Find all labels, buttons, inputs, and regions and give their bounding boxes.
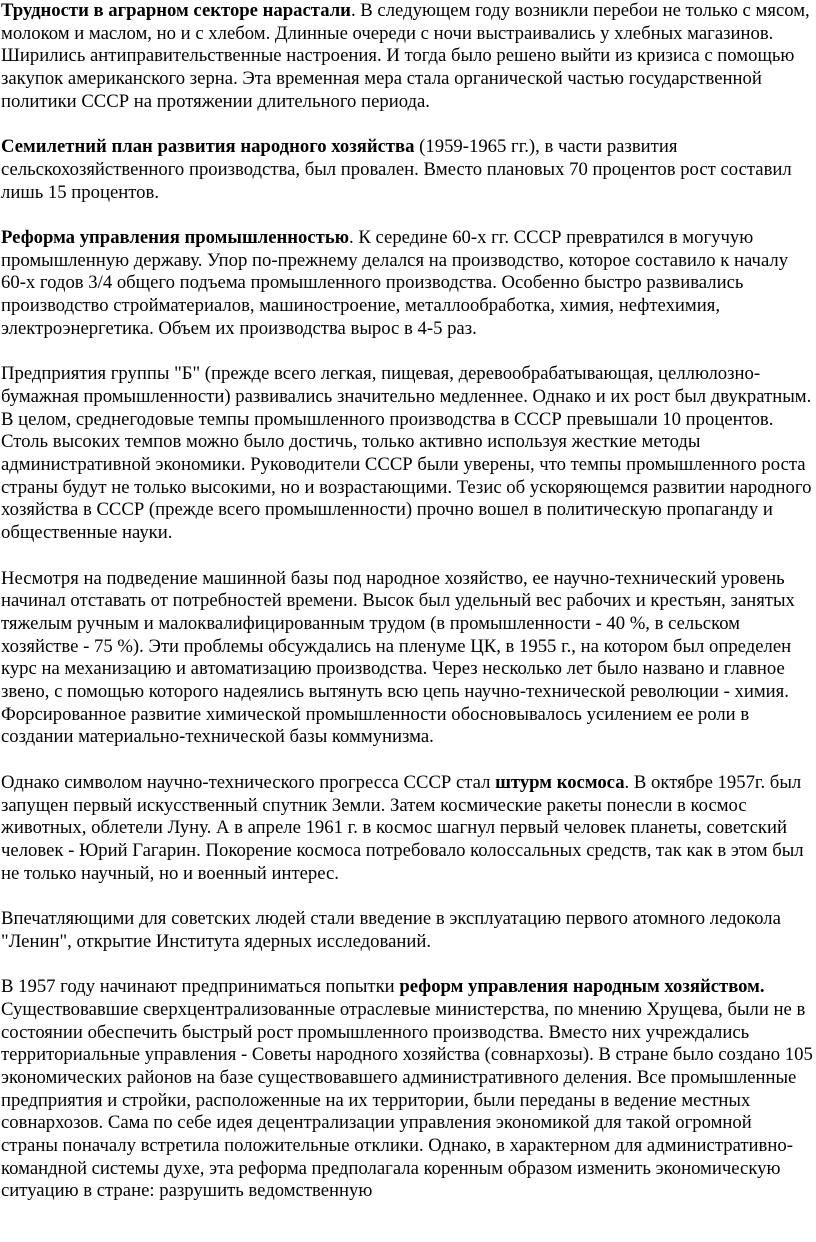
bold-term-economic-reforms: реформ управления народным хозяйством. (399, 976, 765, 998)
paragraph-group-b (1, 363, 813, 545)
paragraph-text: . В октябре 1957г. был запущен первый искусственный спутник Земли. Затем космические ракеты понесли в космос животных, облетели Луну. А в апреле 1961 г. в космос шагнул первый человек планеты, советский человек - Юрий Гагарин. Покорение космоса потребовало колоссальных средств, так как в этом был не только научный, но и военный интерес. (1, 771, 804, 884)
paragraph-icebreaker (1, 908, 813, 953)
paragraph-text: . В следующем году возникли перебои не только с мясом, молоком и маслом, но и с хлебом. Длинные очереди с ночи выстраивались у хлебных магазинов. Ширились антиправительственные настроения. И тогда было решено выйти из кризиса с помощью закупок американского зерна. Эта временная мера стала органической частью государственной политики СССР на протяжении длительного периода. (1, 0, 810, 112)
paragraph-text: Существовавшие сверхцентрализованные отраслевые министерства, по мнению Хрущева, были не в состоянии обеспечить быстрый рост промышленного производства. Вместо них учреждались территориальные управления - Советы народного хозяйства (совнархозы). В стране было создано 105 экономических районов на базе существовавшего административного деления. Все промышленные предприятия и стройки, расположенные на их территории, были переданы в ведение местных совнархозов. Сама по себе идея децентрализации управления экономикой для такой огромной страны поначалу встретила положительные отклики. Однако, в характерном для административно- командной системы духе, эта реформа предполагала коренным образом изменить экономическую ситуацию в стране: разрушить ведомственную (1, 998, 813, 1202)
bold-heading-seven-year-plan: Семилетний план развития народного хозяйства (1, 136, 415, 158)
paragraph-text: Предприятия группы "Б" (прежде всего легкая, пищевая, деревообрабатывающая, целлюлозно-бумажная промышленности) развивались значительно медленнее. Однако и их рост был двукратным. В целом, среднегодовые темпы промышленного производства в СССР превышали 10 процентов. Столь высоких темпов можно было достичь, только активно используя жесткие методы административной экономики. Руководители СССР были уверены, что темпы промышленного роста страны будут не только высокими, но и возрастающими. Тезис об ускоряющемся развитии народного хозяйства в СССР (прежде всего промышленности) прочно вошел в политическую пропаганду и общественные науки. (1, 363, 812, 544)
paragraph-agrarian-difficulties (1, 0, 813, 114)
paragraph-text: Впечатляющими для советских людей стали введение в эксплуатацию первого атомного ледокола "Ленин", открытие Института ядерных исследований. (1, 908, 781, 952)
paragraph-text: (1959-1965 гг.), в части развития сельскохозяйственного производства, был провален. Вместо плановых 70 процентов рост составил лишь 15 процентов. (1, 136, 792, 203)
paragraph-text: Несмотря на подведение машинной базы под народное хозяйство, ее научно-технический уровень начинал отставать от потребностей времени. Высок был удельный вес рабочих и крестьян, занятых тяжелым ручным и малоквалифицированным трудом (в промышленности - 40 %, в сельском хозяйстве - 75 %). Эти проблемы обсуждались на пленуме ЦК, в 1955 г., на котором был определен курс на механизацию и автоматизацию производства. Через несколько лет было названо и главное звено, с помощью которого надеялись вытянуть всю цепь научно-технической революции - химия. Форсированное развитие химической промышленности обосновывалось усилением ее роли в создании материально-технической базы коммунизма. (1, 567, 795, 748)
paragraph-seven-year-plan (1, 136, 813, 204)
bold-heading-industry-reform: Реформа управления промышленностью (1, 227, 350, 248)
paragraph-text: . К середине 60-х гг. СССР превратился в могучую промышленную державу. Упор по-прежнему делался на производство, которое составило к началу 60-х годов 3/4 общего подъема промышленного производства. Особенно быстро развивались производство стройматериалов, машиностроение, металлообработка, химия, нефтехимия, электроэнергетика. Объем их производства вырос в 4-5 раз. (1, 227, 789, 339)
bold-heading-agrarian: Трудности в аграрном секторе нарастали (1, 0, 351, 21)
paragraph-technical-level (1, 568, 813, 750)
paragraph-text: Однако символом научно-технического прогресса СССР стал (1, 771, 496, 793)
bold-term-space: штурм космоса (495, 771, 625, 793)
paragraph-text: В 1957 году начинают предприниматься попытки (1, 976, 400, 998)
paragraph-economic-reforms (1, 976, 813, 1203)
paragraph-space-race (1, 772, 813, 886)
paragraph-industry-reform (1, 227, 813, 341)
